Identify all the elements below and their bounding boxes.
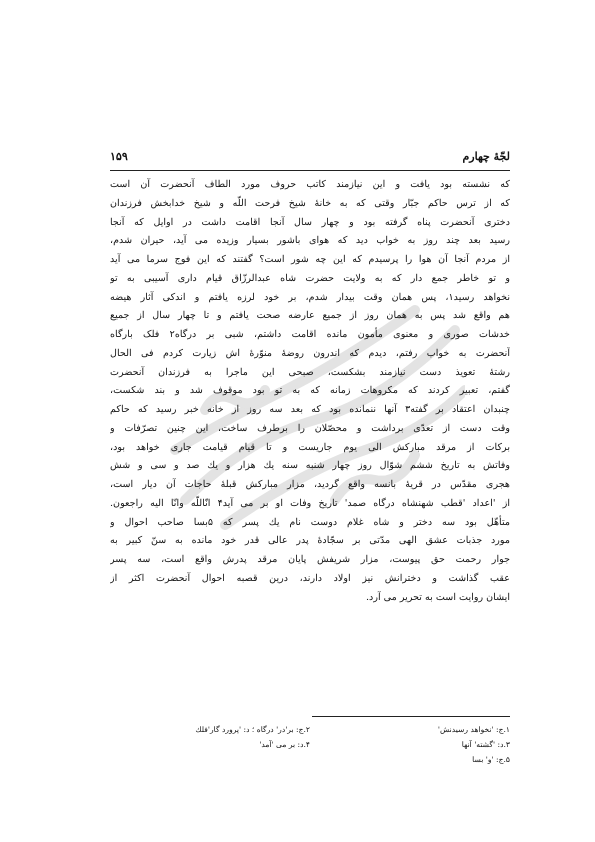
footnote-5: ۵.ج: 'و' بسا: [472, 755, 510, 764]
text-line: که نشسته بود یافت و این نیازمند کاتب حروف مورد الطاف آنحضرت آن است: [110, 179, 510, 190]
text-line: و تو خاطر جمع دار که به ولایت حضرت شاه عبدالرزّاق قیام داری آسیبی به تو: [110, 272, 510, 284]
footnote-row: [110, 722, 510, 737]
footnote-rule: [312, 716, 510, 717]
text-line: خدشات صوری و معنوی مأمون مانده اقامت داشتم، شبی بر درگاه۲ فلک بارگاه: [110, 329, 510, 340]
page-header: [110, 150, 510, 166]
text-line: از مردم آنجا آن هوا را پرسیدم که این چه شور است؟ گفتند که این فوج سرما می آید: [110, 254, 510, 265]
text-line: که از ترس حاکم جبّار وقتی که به خانۀ شیخ فرحت اللّه و شیخ خدابخش فرزندان: [110, 197, 510, 209]
text-line: وقت دست از تعدّی برداشت و محصّلان را برطرف ساخت، این چنین تصرّفات و: [110, 422, 510, 434]
text-line: برکات از مرقد مبارکش الی یوم جاریست و تا قیام قیامت جاری خواهد بود،: [110, 441, 510, 453]
text-line: گفتم، تعبیر کردند که مکروهات زمانه که به تو بود موقوف شد و بند شکست،: [110, 385, 510, 397]
text-line: جوار رحمت حق پیوست، مزار شریفش پایان مرقد پدرش واقع است، سه پسر: [110, 554, 510, 565]
page-number: ۱۵۹: [110, 150, 128, 163]
text-line: ایشان روایت است به تحریر می آرد.: [366, 591, 510, 603]
footnote-1: ۱.ج: 'نخواهد رسیدنش': [437, 725, 510, 734]
text-line: رشتۀ تعویذ دست نیازمند بشکست، صبحی این ماجرا به فرزندان آنحضرت: [110, 366, 510, 378]
footnote-2: ۲.ج: بر'در' درگاه ؛ د: 'پرورد گار'فلك: [195, 725, 310, 734]
text-line: هجری مقدّس در قریۀ بانسه واقع گردید، مزار مبارکش قبلۀ حاجات آن دیار است،: [110, 479, 510, 490]
text-line: عقب گذاشت و دخترانش نیز اولاد دارند، درین قصبه احوال آنحضرت اکثر از: [110, 572, 510, 584]
text-line: چنبدان اعتقاد بر گفته۳ آنها ننمانده بود که بعد سه روز از خانه خبر رسید که حاکم: [110, 404, 510, 415]
body-text: [110, 176, 510, 607]
footnote-row: [110, 752, 510, 767]
text-line: هم واقع شد پس به همان روز از جمیع عارضه صحت یافتم و تا چهار سال از جمیع: [110, 310, 510, 322]
header-rule: [110, 170, 510, 171]
text-line: وفاتش به تاریخ ششم شوّال روز چهار شنبه سنه یك هزار و یك صد و سی و شش: [110, 460, 510, 472]
running-title: لجّۀ چهارم: [462, 150, 510, 163]
text-line: مورد جذبات عشق الهی مدّتی بر سجّادۀ پدر عالی قدر خود مانده به سنّ کبیر به: [110, 535, 510, 547]
footnotes: [110, 722, 510, 767]
text-line: نخواهد رسید۱، پس همان وقت بیدار شدم، بر خود لرزه یافتم و اندکی آثار هیضه: [110, 291, 510, 303]
text-line: دختری آنحضرت پناه گرفته بود و چهار سال آنجا اقامت داشت در اوایل که آنجا: [110, 216, 510, 228]
text-line: از 'اعداد 'قطب شهنشاه درگاه صمد' تاریخ وفات او بر می آید۴ انّاللّه وانّا الیه راجعون.: [110, 497, 510, 509]
text-line: رسید بعد چند روز به خواب دید که هوای باشور بسیار وزیده می آید، حیران شدم،: [110, 235, 510, 247]
footnote-3: ۳.د: 'گشته' آنها: [461, 740, 510, 749]
footnote-row: [110, 737, 510, 752]
text-line: آنحضرت به خواب رفتم، دیدم که اندرون روضۀ منوّرۀ اش زیارت کردم فی الحال: [110, 347, 510, 359]
footnote-4: ۴.د: بر می 'آمد': [259, 740, 310, 749]
text-line: متأهّل بود سه دختر و شاه غلام دوست نام یك پسر که ۵بسا صاحب احوال و: [110, 516, 510, 528]
